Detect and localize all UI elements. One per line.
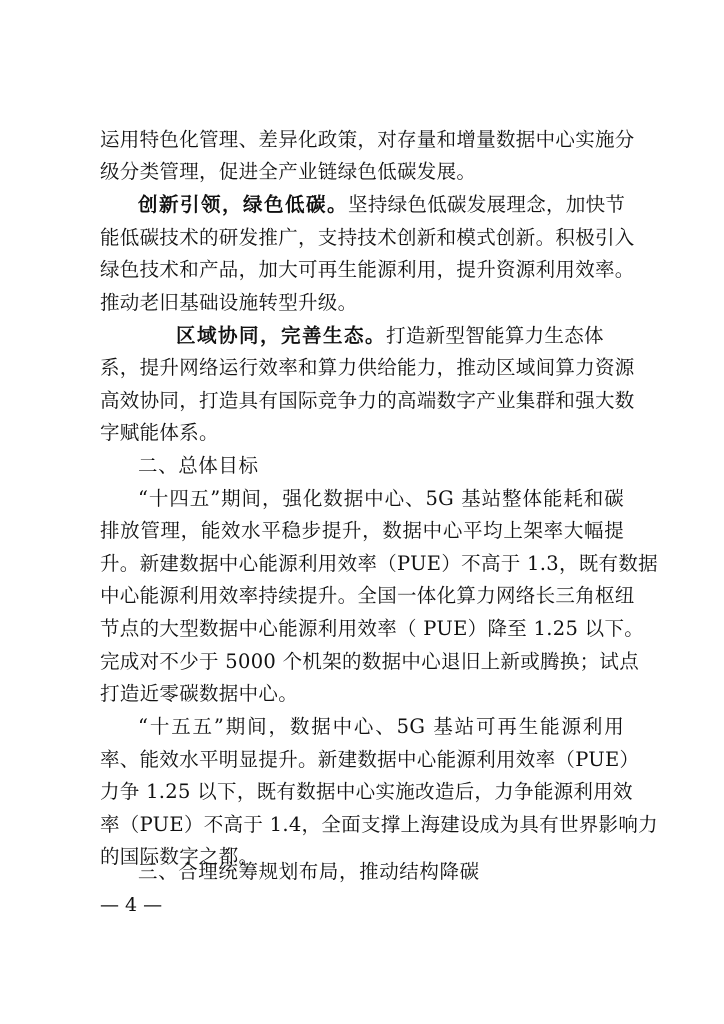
- p3-line-2: 系，提升网络运行效率和算力供给能力，推动区域间算力资源: [100, 356, 635, 379]
- p3-line-3: 高效协同，打造具有国际竞争力的高端数字产业集群和强大数: [100, 389, 635, 412]
- p3-line-1: [176, 324, 604, 348]
- p5-line-1: “十五五”期间，数据中心、5G 基站可再生能源利用: [138, 715, 624, 738]
- p2-line-2: 能低碳技术的研发推广，支持技术创新和模式创新。积极引入: [100, 226, 635, 249]
- p5-line-3: 力争 1.25 以下，既有数据中心实施改造后，力争能源利用效: [100, 780, 633, 803]
- p2-line-4: 推动老旧基础设施转型升级。: [100, 291, 358, 314]
- p5-line-5: 的国际数字之都。: [100, 845, 259, 868]
- p4-line-7: 打造近零碳数据中心。: [100, 682, 299, 705]
- p3-lead-bold: 区域协同，完善生态。: [176, 324, 387, 347]
- p4-line-1: “十四五”期间，强化数据中心、5G 基站整体能耗和碳: [138, 487, 624, 510]
- p1-line-1: 运用特色化管理、差异化政策，对存量和增量数据中心实施分: [100, 128, 635, 151]
- p5-line-4: 率（PUE）不高于 1.4，全面支撑上海建设成为具有世界影响力: [100, 813, 658, 836]
- page-number: — 4 —: [100, 894, 163, 916]
- p4-line-6: 完成对不少于 5000 个机架的数据中心退旧上新或腾换；试点: [100, 650, 640, 673]
- p4-line-3: 升。新建数据中心能源利用效率（PUE）不高于 1.3，既有数据: [100, 552, 658, 575]
- p2-line-3: 绿色技术和产品，加大可再生能源利用，提升资源利用效率。: [100, 258, 635, 281]
- p4-line-4: 中心能源利用效率持续提升。全国一体化算力网络长三角枢纽: [100, 584, 635, 607]
- section-heading-3: 三、合理统筹规划布局，推动结构降碳: [138, 860, 480, 883]
- p4-line-2: 排放管理，能效水平稳步提升，数据中心平均上架率大幅提: [100, 519, 624, 542]
- p5-line-2: 率、能效水平明显提升。新建数据中心能源利用效率（PUE）: [100, 748, 640, 771]
- p2-lead-bold: 创新引领，绿色低碳。: [138, 193, 349, 216]
- p3-line-4: 字赋能体系。: [100, 421, 219, 444]
- p2-line-1-rest: 坚持绿色低碳发展理念，加快节: [348, 193, 626, 216]
- p3-line-1-rest: 打造新型智能算力生态体: [386, 324, 604, 347]
- section-heading-2: 二、总体目标: [138, 454, 259, 477]
- p4-line-5: 节点的大型数据中心能源利用效率（ PUE）降至 1.25 以下。: [100, 617, 645, 640]
- p1-line-2: 级分类管理，促进全产业链绿色低碳发展。: [100, 160, 477, 183]
- p2-line-1: [138, 193, 624, 217]
